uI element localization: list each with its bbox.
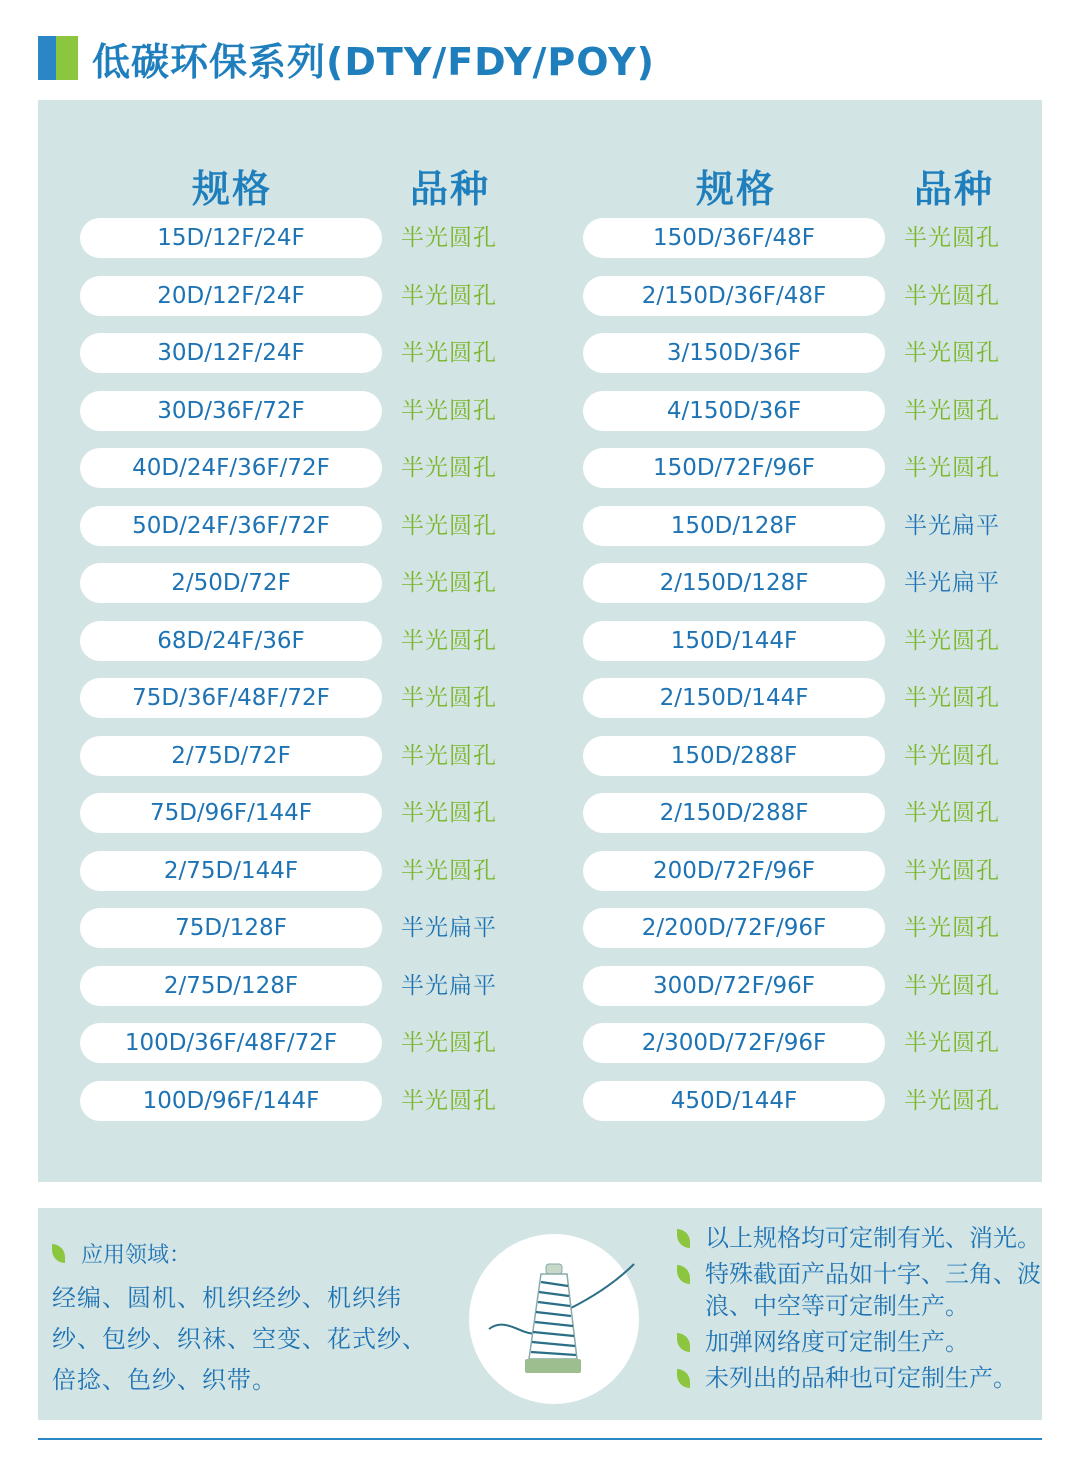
variety-value: 半光圆孔: [401, 455, 497, 481]
variety-value: 半光扁平: [904, 512, 1000, 539]
variety-value: 半光圆孔: [401, 282, 497, 309]
spec-value: 200D/72F/96F: [583, 851, 885, 891]
spec-value: 3/150D/36F: [583, 333, 885, 373]
spec-value: 2/150D/36F/48F: [583, 276, 885, 316]
note-text: 加弹网络度可定制生产。: [705, 1328, 969, 1356]
title-mark-icon: [38, 36, 78, 80]
variety-value: 半光扁平: [401, 972, 497, 999]
variety-value: 半光圆孔: [401, 340, 497, 366]
note-item: [675, 1258, 1045, 1322]
table-row: [0, 1081, 1080, 1121]
table-row: [0, 391, 1080, 431]
variety-value: 半光圆孔: [401, 742, 497, 769]
page-header: [38, 36, 656, 84]
table-row: [0, 448, 1080, 488]
table-row: [0, 506, 1080, 546]
variety-value: 半光扁平: [401, 915, 497, 941]
variety-value: 半光圆孔: [401, 1030, 497, 1056]
spec-value: 150D/36F/48F: [583, 218, 885, 258]
spec-value: 150D/72F/96F: [583, 448, 885, 488]
spec-value: 450D/144F: [583, 1081, 885, 1121]
spec-value: 2/75D/128F: [80, 966, 382, 1006]
variety-value: 半光圆孔: [401, 800, 497, 826]
spec-value: 30D/36F/72F: [80, 391, 382, 431]
spec-value: 100D/96F/144F: [80, 1081, 382, 1121]
variety-value: 半光圆孔: [401, 627, 497, 654]
variety-value: 半光圆孔: [904, 1030, 1000, 1056]
note-text: 未列出的品种也可定制生产。: [705, 1364, 1017, 1392]
yarn-cone-illustration: [469, 1234, 639, 1404]
variety-value: 半光圆孔: [904, 742, 1000, 769]
spec-value: 2/300D/72F/96F: [583, 1023, 885, 1063]
header-spec-left: 规格: [192, 167, 273, 211]
variety-value: 半光圆孔: [904, 397, 1000, 424]
bottom-divider: [38, 1438, 1042, 1440]
leaf-icon: [677, 1265, 690, 1284]
header-variety-left: 品种: [410, 167, 491, 211]
variety-value: 半光圆孔: [401, 857, 497, 884]
application-title: 应用领域：: [81, 1243, 192, 1268]
variety-value: 半光圆孔: [401, 225, 497, 251]
table-row: [0, 1023, 1080, 1063]
leaf-icon: [677, 1229, 690, 1248]
header-variety-right: 品种: [914, 167, 995, 211]
table-row: [0, 563, 1080, 603]
variety-value: 半光扁平: [904, 570, 1000, 596]
variety-value: 半光圆孔: [904, 972, 1000, 999]
spec-value: 2/150D/144F: [583, 678, 885, 718]
spec-value: 40D/24F/36F/72F: [80, 448, 382, 488]
spec-value: 30D/12F/24F: [80, 333, 382, 373]
spec-value: 100D/36F/48F/72F: [80, 1023, 382, 1063]
note-text: 特殊截面产品如十字、三角、波浪、中空等可定制生产。: [705, 1260, 1041, 1320]
table-row: [0, 793, 1080, 833]
spec-value: 150D/144F: [583, 621, 885, 661]
spec-value: 150D/288F: [583, 736, 885, 776]
notes-list: [675, 1222, 1045, 1398]
spec-value: 2/150D/128F: [583, 563, 885, 603]
application-heading: [52, 1238, 191, 1269]
table-row: [0, 621, 1080, 661]
spec-value: 300D/72F/96F: [583, 966, 885, 1006]
spec-value: 2/50D/72F: [80, 563, 382, 603]
spec-value: 2/75D/144F: [80, 851, 382, 891]
table-row: [0, 736, 1080, 776]
application-body: 经编、圆机、机织经纱、机织纬纱、包纱、织袜、空变、花式纱、倍捻、色纱、织带。: [52, 1284, 427, 1394]
note-text: 以上规格均可定制有光、消光。: [705, 1224, 1041, 1252]
table-row: [0, 966, 1080, 1006]
spec-value: 75D/36F/48F/72F: [80, 678, 382, 718]
variety-value: 半光圆孔: [401, 512, 497, 539]
table-row: [0, 678, 1080, 718]
variety-value: 半光圆孔: [904, 685, 1000, 711]
variety-value: 半光圆孔: [904, 455, 1000, 481]
note-item: [675, 1222, 1045, 1254]
variety-value: 半光圆孔: [904, 800, 1000, 826]
variety-value: 半光圆孔: [401, 1087, 497, 1114]
spec-value: 68D/24F/36F: [80, 621, 382, 661]
spec-value: 50D/24F/36F/72F: [80, 506, 382, 546]
spec-value: 15D/12F/24F: [80, 218, 382, 258]
header-spec-right: 规格: [696, 167, 777, 211]
note-item: [675, 1326, 1045, 1358]
table-row: [0, 908, 1080, 948]
page-title: 低碳环保系列(DTY/FDY/POY): [92, 39, 656, 84]
spec-value: 75D/96F/144F: [80, 793, 382, 833]
variety-value: 半光圆孔: [904, 857, 1000, 884]
spec-value: 4/150D/36F: [583, 391, 885, 431]
variety-value: 半光圆孔: [401, 570, 497, 596]
yarn-cone-icon: [469, 1234, 639, 1404]
spec-value: 2/75D/72F: [80, 736, 382, 776]
variety-value: 半光圆孔: [904, 1087, 1000, 1114]
variety-value: 半光圆孔: [904, 340, 1000, 366]
variety-value: 半光圆孔: [904, 915, 1000, 941]
leaf-icon: [52, 1244, 65, 1263]
note-item: [675, 1362, 1045, 1394]
table-row: [0, 851, 1080, 891]
leaf-icon: [677, 1369, 690, 1388]
spec-value: 75D/128F: [80, 908, 382, 948]
variety-value: 半光圆孔: [401, 685, 497, 711]
variety-value: 半光圆孔: [904, 282, 1000, 309]
table-row: [0, 218, 1080, 258]
spec-value: 20D/12F/24F: [80, 276, 382, 316]
table-row: [0, 276, 1080, 316]
table-row: [0, 333, 1080, 373]
variety-value: 半光圆孔: [904, 225, 1000, 251]
spec-value: 150D/128F: [583, 506, 885, 546]
spec-value: 2/150D/288F: [583, 793, 885, 833]
spec-value: 2/200D/72F/96F: [583, 908, 885, 948]
variety-value: 半光圆孔: [401, 397, 497, 424]
leaf-icon: [677, 1333, 690, 1352]
variety-value: 半光圆孔: [904, 627, 1000, 654]
